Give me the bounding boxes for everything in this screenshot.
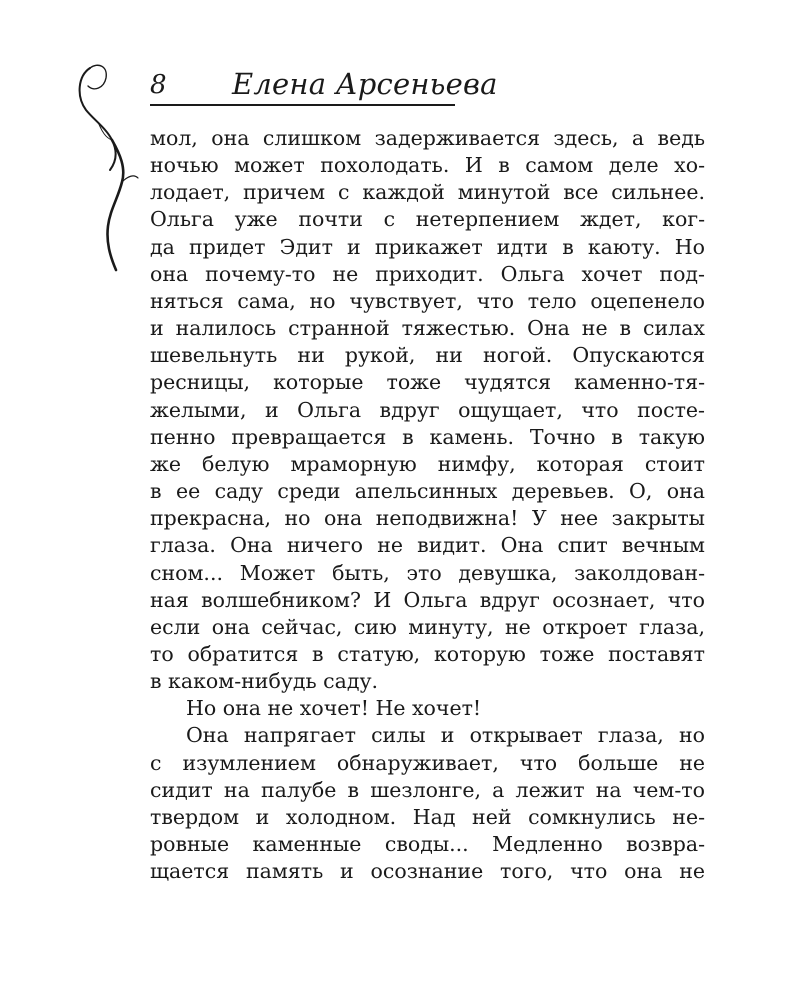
text-line: сидит на палубе в шезлонге, а лежит на чем-то	[150, 777, 705, 802]
text-line: пенно превращается в камень. Точно в такую	[150, 424, 705, 449]
text-line: ресницы, которые тоже чудятся каменно-тя-	[150, 370, 705, 395]
header-rule	[150, 104, 455, 106]
text-line: она почему-то не приходит. Ольга хочет под-	[150, 261, 705, 286]
decorative-flourish-icon	[72, 58, 152, 278]
text-line: ночью может похолодать. И в самом деле хо-	[150, 153, 705, 178]
text-line: ровные каменные своды... Медленно возвра-	[150, 832, 705, 857]
text-line: в каком-нибудь саду.	[150, 669, 379, 694]
text-line: Ольга уже почти с нетерпением ждет, ког-	[150, 207, 705, 232]
text-line: в ее саду среди апельсинных деревьев. О, она	[150, 479, 705, 504]
text-line: если она сейчас, сию минуту, не откроет глаза,	[150, 614, 705, 639]
text-line: сном... Может быть, это девушка, заколдован-	[150, 560, 705, 585]
text-line: да придет Эдит и прикажет идти в каюту. Но	[150, 234, 705, 259]
body-text	[150, 125, 705, 885]
text-line: лодает, причем с каждой минутой все сильнее.	[150, 180, 705, 205]
text-line: Она напрягает силы и открывает глаза, но	[186, 723, 705, 748]
text-line: няться сама, но чувствует, что тело оцепенело	[150, 288, 705, 313]
text-line: глаза. Она ничего не видит. Она спит вечным	[150, 533, 705, 558]
running-head-author: Елена Арсеньева	[232, 67, 498, 101]
text-line: с изумлением обнаруживает, что больше не	[150, 750, 705, 775]
text-line: прекрасна, но она неподвижна! У нее закрыты	[150, 506, 705, 531]
page-number: 8	[150, 70, 167, 100]
text-line: мол, она слишком задерживается здесь, а ведь	[150, 126, 705, 150]
text-line: же белую мраморную нимфу, которая стоит	[150, 451, 705, 476]
text-line: ная волшебником? И Ольга вдруг осознает, что	[150, 587, 705, 612]
text-line: и налилось странной тяжестью. Она не в силах	[150, 316, 705, 341]
text-line: то обратится в статую, которую тоже поставят	[150, 641, 705, 666]
text-line: щается память и осознание того, что она не	[150, 859, 705, 884]
text-line: желыми, и Ольга вдруг ощущает, что посте-	[150, 397, 705, 422]
text-line: твердом и холодном. Над ней сомкнулись не-	[150, 804, 705, 829]
text-line: шевельнуть ни рукой, ни ногой. Опускаются	[150, 343, 705, 368]
text-line: Но она не хочет! Не хочет!	[186, 696, 482, 721]
